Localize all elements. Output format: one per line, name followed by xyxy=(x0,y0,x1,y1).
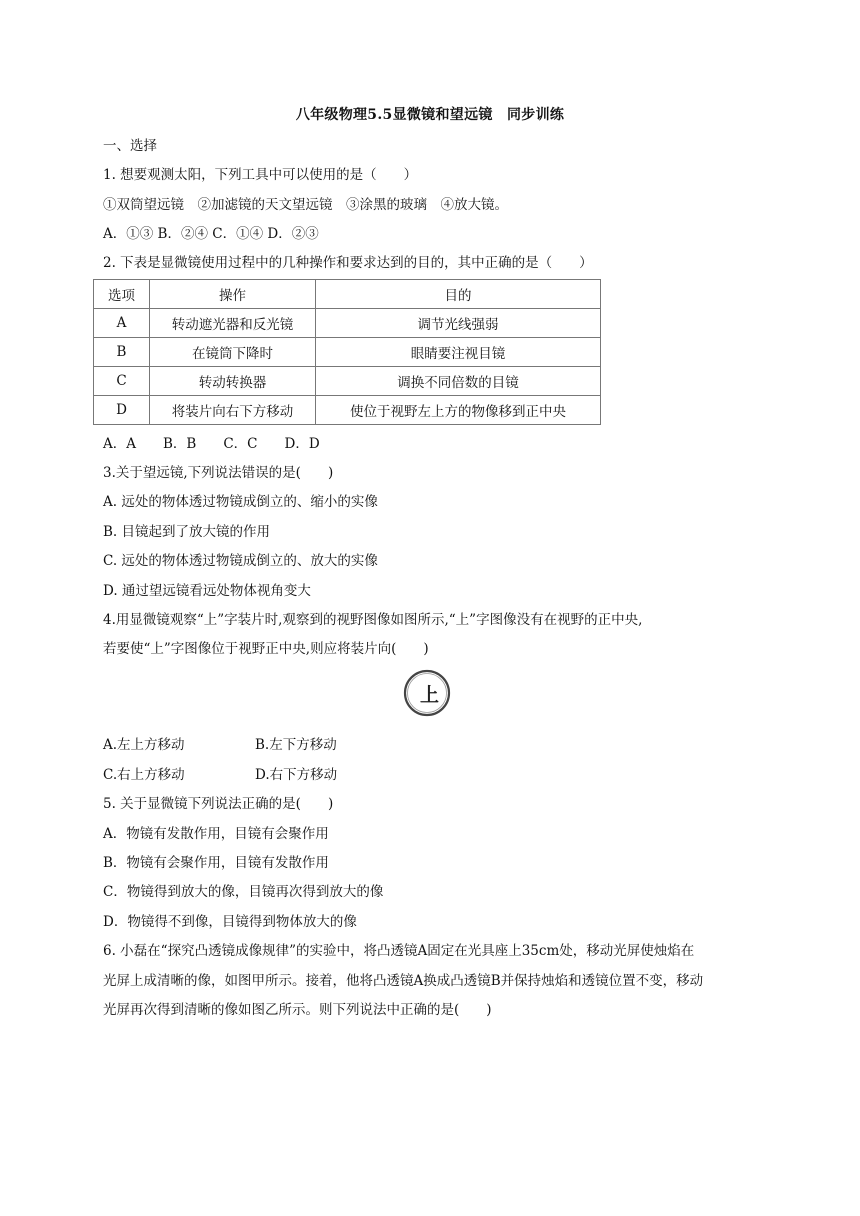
q6-stem-line1: 6. 小磊在“探究凸透镜成像规律”的实验中，将凸透镜A固定在光具座上35cm处，移动光屏使烛焰在 xyxy=(103,943,695,959)
q4-option-c: C.右上方移动 xyxy=(103,767,185,783)
q2-stem: 2. 下表是显微镜使用过程中的几种操作和要求达到的目的，其中正确的是（ ） xyxy=(103,255,593,271)
operations-table xyxy=(93,279,601,425)
microscope-field-figure xyxy=(402,668,452,718)
table-cell: 调换不同倍数的目镜 xyxy=(316,367,601,396)
table-cell: C xyxy=(94,367,150,396)
page-title: 八年级物理5.5显微镜和望远镜 同步训练 xyxy=(295,107,565,123)
table-cell: 将装片向右下方移动 xyxy=(150,396,316,425)
q5-option-d: D．物镜得不到像，目镜得到物体放大的像 xyxy=(103,914,357,930)
q3-stem: 3.关于望远镜,下列说法错误的是( ) xyxy=(103,465,334,481)
table-header-cell: 操作 xyxy=(150,280,316,309)
q1-items: ①双筒望远镜 ②加滤镜的天文望远镜 ③涂黑的玻璃 ④放大镜。 xyxy=(103,197,508,213)
table-cell: 眼睛要注视目镜 xyxy=(316,338,601,367)
table-header-cell: 选项 xyxy=(94,280,150,309)
q4-option-a: A.左上方移动 xyxy=(103,737,185,753)
table-header-cell: 目的 xyxy=(316,280,601,309)
table-cell: 使位于视野左上方的物像移到正中央 xyxy=(316,396,601,425)
q3-option-c: C. 远处的物体透过物镜成倒立的、放大的实像 xyxy=(103,553,378,569)
q2-options: A．A B．B C．C D．D xyxy=(103,436,320,452)
q1-options: A．①③ B．②④ C．①④ D．②③ xyxy=(103,226,319,242)
q5-option-a: A．物镜有发散作用，目镜有会聚作用 xyxy=(103,826,329,842)
table-cell: B xyxy=(94,338,150,367)
q5-option-b: B．物镜有会聚作用，目镜有发散作用 xyxy=(103,855,329,871)
table-cell: 调节光线强弱 xyxy=(316,309,601,338)
table-cell: A xyxy=(94,309,150,338)
q4-option-d: D.右下方移动 xyxy=(255,767,338,783)
specimen-character: 上 xyxy=(420,684,440,706)
table-row xyxy=(94,338,601,367)
table-cell: D xyxy=(94,396,150,425)
table-header-row xyxy=(94,280,601,309)
q6-stem-line2: 光屏上成清晰的像，如图甲所示。接着，他将凸透镜A换成凸透镜B并保持烛焰和透镜位置不变，移动 xyxy=(103,973,704,989)
table-cell: 在镜筒下降时 xyxy=(150,338,316,367)
q4-stem-line1: 4.用显微镜观察“上”字装片时,观察到的视野图像如图所示,“上”字图像没有在视野的正中央, xyxy=(103,612,643,628)
q5-option-c: C．物镜得到放大的像，目镜再次得到放大的像 xyxy=(103,884,384,900)
q5-stem: 5. 关于显微镜下列说法正确的是( ) xyxy=(103,796,334,812)
q4-option-b: B.左下方移动 xyxy=(255,737,337,753)
table-row xyxy=(94,367,601,396)
q3-option-d: D. 通过望远镜看远处物体视角变大 xyxy=(103,583,311,599)
q3-option-b: B. 目镜起到了放大镜的作用 xyxy=(103,524,271,540)
table-cell: 转动遮光器和反光镜 xyxy=(150,309,316,338)
q6-stem-line3: 光屏再次得到清晰的像如图乙所示。则下列说法中正确的是( ) xyxy=(103,1002,492,1018)
table-row xyxy=(94,396,601,425)
q4-stem-line2: 若要使“上”字图像位于视野正中央,则应将装片向( ) xyxy=(103,641,429,657)
table-cell: 转动转换器 xyxy=(150,367,316,396)
section-heading: 一、选择 xyxy=(103,138,157,154)
table-row xyxy=(94,309,601,338)
q1-stem: 1. 想要观测太阳，下列工具中可以使用的是（ ） xyxy=(103,167,418,183)
q3-option-a: A. 远处的物体透过物镜成倒立的、缩小的实像 xyxy=(103,494,378,510)
